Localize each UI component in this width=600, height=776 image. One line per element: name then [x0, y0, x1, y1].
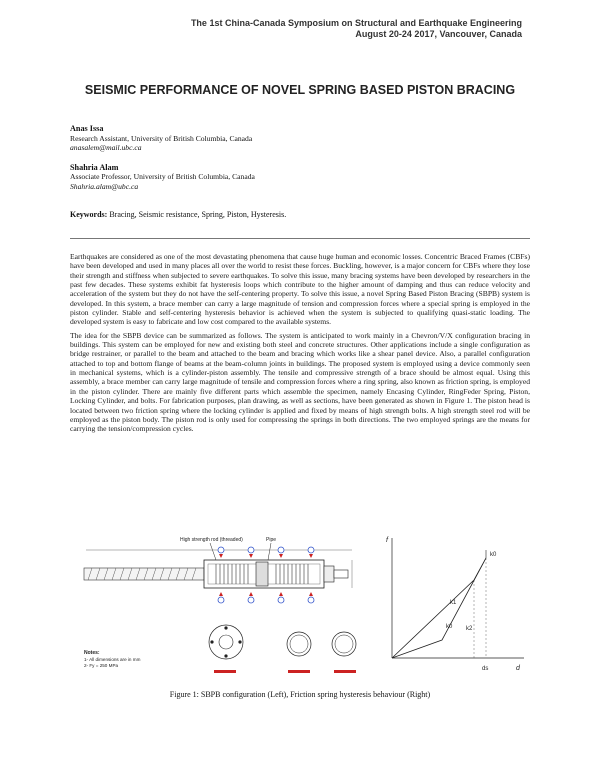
- k1-label: k1: [450, 600, 457, 606]
- paper-title: SEISMIC PERFORMANCE OF NOVEL SPRING BASED PISTON BRACING: [84, 83, 516, 97]
- author-email[interactable]: anasalem@mail.ubc.ca: [70, 143, 142, 153]
- paragraph: The idea for the SBPB device can be summarized as follows. The system is anticipated to work mainly in a Chevron/V/X configuration bracing in buildings. This system can be employed for new and existing both steel and concrete structures. Other applications include a single configuration as bridge restrainer, or parallel to the beam and attached to the beam and bracing which works like a shear panel device. Also, a parallel configuration attached to top and bottom flange of beams at the beam-column joints in buildings. The proposed system is employed using a device commonly seen in mechanical systems, which is a cylinder-piston assembly. The tensile and compressive strength of a brace should be almost equal. Using this assembly, a brace member can carry large magnitude of tensile and compression forces where a ring spring, also known as friction spring, is employed in the piston cylinder. There are mainly five different parts which assemble the specimen, namely Encasing Cylinder, RingFeder Spring, Piston, Locking Cylinder, and bolts. For fabrication purposes, plan drawing, as well as sections, have been generated as shown in Figure 1. The piston head is located between two friction spring where the locking cylinder is applied and fixed by means of high strength bolts. A high strength steel rod will be employed as the piston body. The piston rod is only used for compressing the springs in both directions. The two employed springs are the means for carrying the tension/compression cycles.: [70, 330, 530, 434]
- notes-title: Notes:: [84, 650, 100, 656]
- keywords-line: [70, 210, 286, 219]
- author-affiliation: Associate Professor, University of British Columbia, Canada: [70, 172, 255, 182]
- figure-caption: Figure 1: SBPB configuration (Left), Friction spring hysteresis behaviour (Right): [169, 690, 431, 699]
- author-2: [70, 163, 530, 192]
- conference-dates: August 20-24 2017, Vancouver, Canada: [355, 29, 522, 39]
- conference-header: [191, 18, 522, 40]
- f-axis-label: f: [386, 537, 388, 544]
- k0-top-label: k0: [490, 552, 497, 558]
- keywords-text: Bracing, Seismic resistance, Spring, Piston, Hysteresis.: [109, 210, 287, 219]
- k2-label: k2: [466, 626, 473, 632]
- author-email[interactable]: Shahria.alam@ubc.ca: [70, 181, 139, 191]
- paragraph: Earthquakes are considered as one of the most devastating phenomena that cause huge human and economic losses. Concentric Braced Frames (CBFs) have been developed and used in many places all over the world to resist these forces. Buckling, however, is a major concern for CBFs where they lose their strength and stiffness when subjected to severe earthquakes. To solve this issue, many bracing systems have been developed by researchers in the past few decades. These systems exhibit fat hysteresis loops which contribute to the higher amount of damping and thus can reduce velocity and acceleration of the system but they do not have the self-centering property. To solve this issue, a novel Spring Based Piston Bracing (SBPB) system is developed. In this system, a brace member can carry a large magnitude of tension and compression forces where a special spring is employed in the piston cylinder. Stable and self-centering hysteresis behavior is achieved when the system is subjected to qualifying quasi-static loading. The developed system is easy to fabricate and low cost compared to the available systems.: [70, 252, 530, 327]
- note-2: 2- Fy = 250 MPa: [84, 663, 119, 668]
- author-1: [70, 124, 530, 153]
- k0-inner-label: k0: [446, 624, 453, 630]
- hysteresis-plot: [382, 530, 530, 688]
- conference-name: The 1st China-Canada Symposium on Structural and Earthquake Engineering: [190, 18, 522, 28]
- keywords-label: Keywords:: [70, 210, 108, 219]
- note-1: 1- All dimensions are in mm: [84, 657, 141, 662]
- author-name: Shahria Alam: [70, 162, 119, 172]
- author-affiliation: Research Assistant, University of British Columbia, Canada: [70, 133, 253, 143]
- abstract-body: [70, 252, 530, 438]
- d-axis-label: d: [516, 665, 520, 672]
- rod-label: High strength rod (threaded): [180, 537, 243, 543]
- author-block: [70, 124, 530, 202]
- ds-label: ds: [482, 666, 489, 672]
- sbpb-configuration-drawing: [76, 530, 376, 688]
- author-name: Anas Issa: [70, 124, 104, 133]
- pipe-label: Pipe: [266, 537, 277, 543]
- section-divider: [70, 238, 530, 239]
